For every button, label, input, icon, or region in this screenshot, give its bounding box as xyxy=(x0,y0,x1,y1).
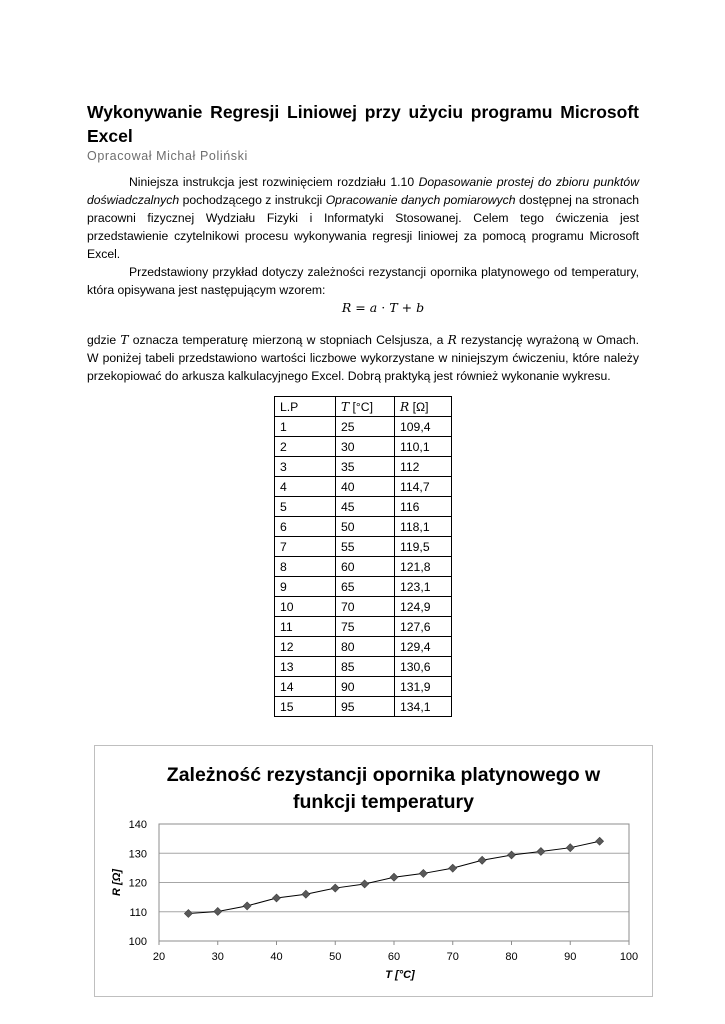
y-axis-label: R [Ω] xyxy=(111,869,123,896)
cell-resistance: 121,8 xyxy=(395,557,452,577)
y-tick-label: 100 xyxy=(128,936,147,948)
cell-resistance: 129,4 xyxy=(395,637,452,657)
table-row xyxy=(275,617,452,637)
cell-temperature: 90 xyxy=(336,677,395,697)
intro-text-1: Niniejsza instrukcja jest rozwinięciem rozdziału 1.10 xyxy=(129,175,419,189)
cell-temperature: 40 xyxy=(336,477,395,497)
author-name: Michał Poliński xyxy=(156,149,248,163)
cell-temperature: 80 xyxy=(336,637,395,657)
cell-temperature: 35 xyxy=(336,457,395,477)
var-r: R xyxy=(447,333,457,347)
table-row xyxy=(275,457,452,477)
y-tick-label: 130 xyxy=(128,848,147,861)
intro-text-3: dostępnej na stronach pracowni fizycznej Wydziału Fizyki i Informatyki Stosowanej. Celem tego ćwiczenia jest przedstawienie czytelnikowi procesu wykonywania regresji liniowej za pomocą programu Microsoft Excel. xyxy=(87,193,639,261)
cell-resistance: 112 xyxy=(395,457,452,477)
cell-lp: 13 xyxy=(275,657,336,677)
intro-paragraph xyxy=(87,173,639,263)
cell-resistance: 119,5 xyxy=(395,537,452,557)
table-row xyxy=(275,537,452,557)
chart-title-line1: Zależność rezystancji opornika platynowego w xyxy=(166,764,601,786)
cell-lp: 1 xyxy=(275,417,336,437)
x-axis-label: T [°C] xyxy=(385,969,415,981)
table-row xyxy=(275,517,452,537)
cell-resistance: 134,1 xyxy=(395,697,452,717)
chart-svg xyxy=(95,746,652,996)
table-header-row xyxy=(275,397,452,417)
y-tick-label: 120 xyxy=(128,877,147,890)
data-point xyxy=(390,873,398,881)
chart-title-line2: funkcji temperatury xyxy=(293,791,474,813)
cell-temperature: 25 xyxy=(336,417,395,437)
header-resistance xyxy=(395,397,452,417)
cell-lp: 5 xyxy=(275,497,336,517)
cell-lp: 14 xyxy=(275,677,336,697)
x-tick-label: 60 xyxy=(387,951,401,963)
x-tick-label: 80 xyxy=(505,951,518,963)
header-t-unit: [°C] xyxy=(349,399,373,414)
document-body xyxy=(87,100,639,385)
cell-temperature: 55 xyxy=(336,537,395,557)
x-tick-label: 50 xyxy=(329,951,342,963)
cell-lp: 4 xyxy=(275,477,336,497)
cell-temperature: 65 xyxy=(336,577,395,597)
table-row xyxy=(275,417,452,437)
cell-lp: 8 xyxy=(275,557,336,577)
intro-italic-1: Dopasowanie prostej do zbioru punktów doświadczalnych xyxy=(87,175,639,207)
cell-temperature: 95 xyxy=(336,697,395,717)
example-paragraph: Przedstawiony przykład dotyczy zależności rezystancji opornika platynowego od temperatury, która opisywana jest następującym wzorem: xyxy=(87,265,639,297)
intro-italic-2: Opracowanie danych pomiarowych xyxy=(325,193,516,207)
cell-resistance: 127,6 xyxy=(395,617,452,637)
x-tick-label: 100 xyxy=(619,951,639,963)
cell-temperature: 45 xyxy=(336,497,395,517)
data-point xyxy=(331,884,339,892)
data-point xyxy=(184,910,192,918)
data-point xyxy=(243,902,251,910)
cell-lp: 12 xyxy=(275,637,336,657)
cell-resistance: 114,7 xyxy=(395,477,452,497)
x-tick-label: 40 xyxy=(270,951,283,963)
table-row xyxy=(275,677,452,697)
cell-resistance: 130,6 xyxy=(395,657,452,677)
data-point xyxy=(361,880,369,888)
table-row xyxy=(275,597,452,617)
cell-lp: 15 xyxy=(275,697,336,717)
table-row xyxy=(275,697,452,717)
header-r-unit: [Ω] xyxy=(409,399,429,414)
data-table xyxy=(274,396,452,717)
cell-resistance: 123,1 xyxy=(395,577,452,597)
document-title: Wykonywanie Regresji Liniowej przy użyciu programu Microsoft Excel xyxy=(87,102,639,146)
header-r-var: R xyxy=(400,399,410,414)
y-tick-label: 140 xyxy=(128,819,147,831)
x-tick-label: 90 xyxy=(564,951,577,963)
y-tick-label: 110 xyxy=(129,906,147,919)
cell-lp: 11 xyxy=(275,617,336,637)
data-point xyxy=(566,844,574,852)
cell-lp: 2 xyxy=(275,437,336,457)
cell-lp: 7 xyxy=(275,537,336,557)
author-line xyxy=(87,149,639,163)
cell-temperature: 75 xyxy=(336,617,395,637)
formula: R = a ⋅ T + b xyxy=(341,300,425,315)
cell-resistance: 131,9 xyxy=(395,677,452,697)
table-row xyxy=(275,637,452,657)
cell-temperature: 70 xyxy=(336,597,395,617)
header-t-var: T xyxy=(341,399,350,414)
cell-resistance: 118,1 xyxy=(395,517,452,537)
data-point xyxy=(419,869,427,877)
chart-container xyxy=(94,745,653,997)
cell-resistance: 109,4 xyxy=(395,417,452,437)
variables-paragraph xyxy=(87,331,639,385)
cell-temperature: 50 xyxy=(336,517,395,537)
cell-lp: 10 xyxy=(275,597,336,617)
var-text-2: oznacza temperaturę mierzoną w stopniach Celsjusza, a xyxy=(128,333,448,347)
cell-resistance: 124,9 xyxy=(395,597,452,617)
author-label: Opracował xyxy=(87,149,153,163)
data-point xyxy=(214,907,222,915)
cell-lp: 3 xyxy=(275,457,336,477)
table-row xyxy=(275,657,452,677)
data-point xyxy=(596,837,604,845)
data-point xyxy=(478,856,486,864)
table-row xyxy=(275,437,452,457)
data-point xyxy=(302,890,310,898)
header-temperature xyxy=(336,397,395,417)
var-text-1: gdzie xyxy=(87,333,121,347)
x-tick-label: 30 xyxy=(211,951,224,963)
cell-lp: 6 xyxy=(275,517,336,537)
table-row xyxy=(275,497,452,517)
x-tick-label: 20 xyxy=(152,951,166,963)
cell-temperature: 85 xyxy=(336,657,395,677)
table-row xyxy=(275,477,452,497)
var-t: T xyxy=(120,333,129,347)
cell-resistance: 110,1 xyxy=(395,437,452,457)
var-text-3: rezystancję wyrażoną w Omach. W poniżej tabeli przedstawiono wartości liczbowe wykorzystane w niniejszym ćwiczeniu, które należy przekopiować do arkusza kalkulacyjnego Excel. Dobrą praktyką jest również wykonanie wykresu. xyxy=(87,333,639,383)
table-row xyxy=(275,557,452,577)
data-point xyxy=(273,894,281,902)
data-point xyxy=(508,851,516,859)
cell-lp: 9 xyxy=(275,577,336,597)
cell-temperature: 30 xyxy=(336,437,395,457)
table-row xyxy=(275,577,452,597)
cell-temperature: 60 xyxy=(336,557,395,577)
intro-text-2: pochodzącego z instrukcji xyxy=(179,193,326,207)
data-point xyxy=(449,864,457,872)
cell-resistance: 116 xyxy=(395,497,452,517)
x-tick-label: 70 xyxy=(446,951,459,963)
data-point xyxy=(537,847,545,855)
header-lp: L.P xyxy=(275,397,336,417)
